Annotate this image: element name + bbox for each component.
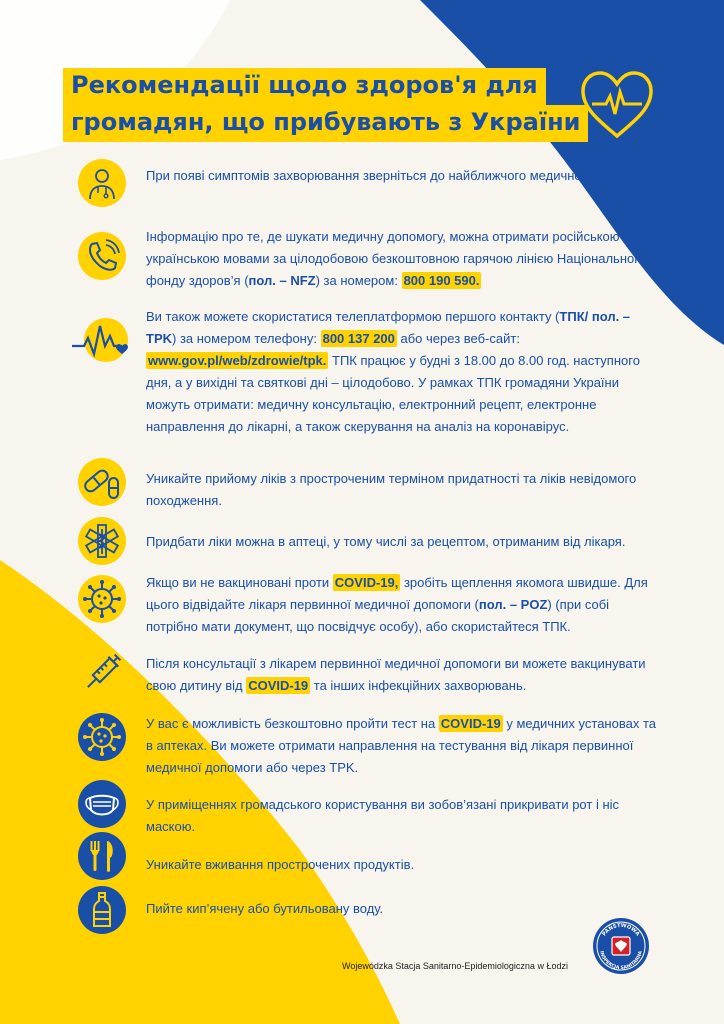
item-text: Придбати ліки можна в аптеці, у тому числі за рецептом, отриманим від лікаря.	[146, 534, 626, 549]
item-text: Уникайте прийому ліків з простроченим терміном придатності та ліків невідомого походження.	[146, 471, 637, 508]
covid-highlight: COVID-19	[248, 678, 309, 693]
item-text: або через веб-сайт:	[396, 331, 520, 346]
item-text: Якщо ви не вакциновані проти	[146, 575, 333, 590]
bottle-icon	[78, 886, 126, 934]
virus-icon	[78, 713, 126, 761]
tpk-website-link[interactable]: www.gov.pl/web/zdrowie/tpk.	[148, 353, 327, 368]
sanitary-inspection-logo	[592, 917, 650, 975]
item-text: При появі симптомів захворювання зверніться до найближчого медичного закладу.	[146, 168, 648, 183]
hotline-number: 800 190 590.	[403, 273, 480, 288]
title-line-1: Рекомендації щодо здоров'я для	[63, 68, 546, 105]
doctor-icon	[78, 159, 126, 207]
item-text: зробіть щеплення якомога швидше. Для цього відвідайте лікаря первинної медичної допомоги (	[146, 575, 648, 612]
item-text-bold: ТПК/ пол. – TPK	[146, 309, 631, 346]
item-text: Ви також можете скористатися телеплатформою першого контакту (	[146, 309, 560, 324]
item-text: У вас є можливість безкоштовно пройти тест на	[146, 716, 439, 731]
heart-pulse-icon	[578, 66, 656, 144]
item-text: Інформацію про те, де шукати медичну допомогу, можна отримати російською та українською мовами за цілодобовою безкоштовною гарячою лінією Національного фонду здоров’я (	[146, 229, 646, 288]
item-text: У приміщеннях громадського користування ви зобов’язані прикривати рот і ніс маскою.	[146, 797, 620, 834]
item-text: Пийте кип’ячену або бутильовану воду.	[146, 901, 384, 916]
virus-icon	[78, 575, 126, 623]
title-line-2: громадян, що прибувають з України	[63, 105, 588, 142]
item-text: ) (при собі потрібно мати документ, що посвідчує особу), або скористайтеся ТПК.	[146, 597, 610, 634]
logo-top-text: PAŃSTWOWA	[601, 922, 641, 938]
syringe-icon	[78, 649, 126, 697]
heartbeat-icon	[72, 316, 132, 364]
item-text: ТПК працює у будні з 18.00 до 8.00 год. наступного дня, а у вихідні та святкові дні – цілодобово. У рамках ТПК громадяни України можуть отримати: медичну консультацію, електронний рецепт, електронне направлення до лікарні, а також скерування на аналіз на коронавірус.	[146, 353, 640, 434]
pills-icon	[78, 458, 126, 506]
logo-bottom-text: INSPEKCJA SANITARNA	[598, 950, 644, 972]
item-text: Після консультації з лікарем первинної медичної допомоги ви можете вакцинувати свою дитину від	[146, 656, 646, 693]
covid-highlight: COVID-19	[440, 716, 501, 731]
item-text: у медичних установах та в аптеках. Ви можете отримати направлення на тестування від лікаря первинної медичної допомоги або через TPK.	[146, 716, 656, 775]
item-text: ) за номером телефону:	[172, 331, 321, 346]
tpk-phone-number: 800 137 200	[322, 331, 395, 346]
page-title	[63, 68, 588, 142]
item-text-bold: пол. – POZ	[478, 597, 548, 612]
covid-highlight: COVID-19,	[334, 575, 399, 590]
item-text-bold: пол. – NFZ	[248, 273, 316, 288]
item-text: ) за номером:	[315, 273, 402, 288]
medical-star-icon	[78, 517, 126, 565]
phone-icon	[78, 232, 126, 280]
cutlery-icon	[78, 832, 126, 880]
item-text: та інших інфекційних захворювань.	[310, 678, 527, 693]
footer-organization: Wojewódzka Stacja Sanitarno-Epidemiologiczna w Łodzi	[342, 961, 568, 971]
item-text: Уникайте вживання прострочених продуктів.	[146, 857, 415, 872]
mask-icon	[78, 780, 126, 828]
